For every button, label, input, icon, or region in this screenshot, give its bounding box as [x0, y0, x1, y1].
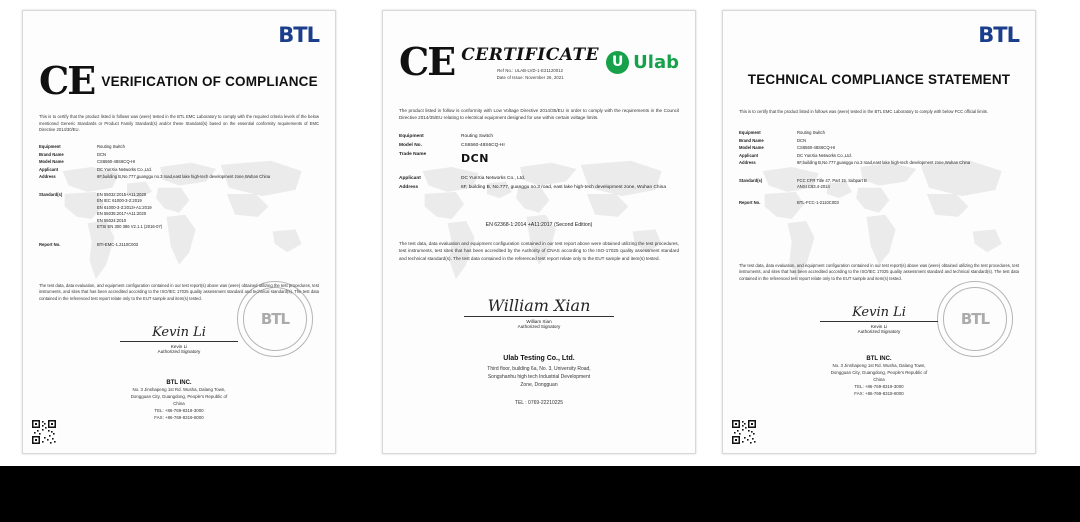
report-number: BTL-FCC-1-2110C003 [797, 199, 839, 205]
signature-mark: Kevin Li [152, 325, 206, 341]
field-value: DC YunXia Networks Co.,Ltd. [97, 166, 152, 172]
address-line: TEL: +86-769-8319-3000 [854, 384, 904, 390]
field-value: 6F,building B,No.777,guanggu no.3 road,east lake high-tech development zone,Wuhan China [97, 174, 271, 180]
certificate-document-ce-certificate[interactable] [382, 10, 696, 454]
equipment-details-table [39, 144, 319, 181]
field-label: Applicant [739, 152, 759, 158]
table-row [739, 159, 1019, 166]
standards-table [739, 177, 1019, 191]
signature-mark: William Xian [487, 295, 591, 315]
document-title: CERTIFICATE [461, 44, 600, 65]
address-line: China [873, 377, 885, 383]
field-label: Address [399, 184, 419, 190]
address-line: China [173, 401, 185, 407]
standard-item: EN 55024:2010 [97, 217, 127, 223]
table-row [399, 169, 679, 183]
field-label: Equipment [739, 130, 761, 136]
signer-name: Kevin Li [870, 324, 888, 330]
report-number: BTI-EMC-1.2110C003 [97, 241, 139, 247]
address-line: No. 3 Jinshapeng 1st Rd. Wusha, Dalang Town, [832, 363, 926, 369]
standards-label: Standard(s) [739, 177, 763, 183]
standards-label: Standard(s) [39, 191, 63, 197]
address-line: Third floor, building 6a, No. 3, University Road, [487, 365, 591, 372]
company-phone: TEL : 0769-22210225 [514, 399, 564, 406]
table-row [39, 151, 319, 158]
address-line: Zone, Dongguan [520, 381, 558, 388]
standard-item: ANSI C63.4-2014 [797, 184, 830, 190]
table-row [739, 199, 1019, 206]
intro-paragraph: The product listed in follow is conformity with Low Voltage Directive 2014/35/EU in order to comply with the requirements in the Council Directive 2014/35/EU relating to electrical equipment designed for use within certain voltage limits. [399, 108, 679, 121]
table-row [739, 144, 1019, 151]
dcn-logo: DCN [461, 152, 489, 166]
certificate-document-technical-compliance-statement[interactable] [722, 10, 1036, 454]
field-label: Brand Name [39, 151, 64, 157]
report-label: Report No. [739, 199, 761, 205]
equipment-details-table [739, 130, 1019, 167]
field-label: Model No. [399, 142, 422, 148]
company-name: BTL INC. [866, 356, 892, 363]
signer-role: Authorized Signatory [517, 323, 561, 329]
field-label: Model Name [39, 159, 64, 165]
equipment-details-table [399, 132, 679, 192]
signer-name: William Xian [526, 318, 552, 324]
field-value: DCN [797, 137, 807, 143]
date-value: November 26, 2021 [525, 74, 564, 80]
field-label: Applicant [39, 166, 59, 172]
standard-item: ETSI EN 300 386 V2.1.1 (2016-07) [97, 224, 163, 230]
field-value: CS6560-48S6CQ-HI [797, 145, 836, 151]
ulab-mark-icon: U [606, 51, 629, 74]
field-value: Routing Switch [797, 130, 825, 136]
table-row [39, 158, 319, 165]
table-row [399, 150, 679, 169]
certificate-document-verification-of-compliance[interactable] [22, 10, 336, 454]
btl-logo: BTL [278, 23, 319, 47]
field-value: 6F,building B,No.777,guanggu no.3 road,east lake high-tech development zone,Wuhan China [797, 160, 971, 166]
disclaimer-paragraph: The test data, data evaluation and equipment configuration contained in our test report above were obtained utilizing the test procedures, test instruments, test sites that has been accredited by the Authority of CNAS according to the ISO-17025 quality assessment standard and technical standard(s). The test data contained in the referenced test report relate only to the EUT sample and item(s) tested. [399, 240, 679, 261]
table-row [739, 152, 1019, 159]
address-line: Songshanhu high tech Industrial Development [487, 373, 591, 380]
field-label: Address [739, 160, 756, 166]
field-label: Address [39, 174, 56, 180]
ref-no-line: Ref No.: ULAB-LVD-1-E21120012 [497, 67, 564, 73]
standard-item: EN 55035:2017+A11:2020 [97, 211, 147, 217]
address-line: TEL: +86-769-8319-3000 [154, 408, 204, 414]
signer-role: Authorized Signatory [157, 349, 201, 355]
signer-role: Authorized Signatory [857, 329, 901, 335]
ulab-logo [606, 51, 679, 74]
company-address [39, 386, 319, 421]
field-value: 6F, building B, No.777, guanggu no.3 road, east lake high-tech development zone, Wuhan China [461, 184, 666, 190]
date-of-issue-line: Date of Issue: November 26, 2021 [496, 74, 564, 80]
seal-text: BTL [960, 310, 990, 328]
signature-rule [464, 316, 614, 317]
address-line: Dongguan City, Guangdong, People's Republic of [830, 370, 928, 376]
table-row [399, 183, 679, 192]
field-value: DC YunXia Networks Co.,Ltd. [797, 152, 852, 158]
field-value: Routing Switch [461, 133, 493, 139]
signature-mark: Kevin Li [852, 305, 906, 321]
table-row [399, 132, 679, 141]
table-row [39, 166, 319, 173]
ulab-wordmark: Ulab [633, 51, 679, 73]
signature-rule [120, 341, 238, 342]
ce-mark: CE [39, 58, 95, 103]
address-line: Dongguan City, Guangdong, People's Republic of [130, 394, 228, 400]
field-value: CS6560-48S6CQ-HI [461, 142, 505, 148]
table-row [39, 144, 319, 151]
signer-name: Kevin Li [170, 344, 188, 350]
btl-logo: BTL [978, 23, 1019, 47]
signature-rule [820, 321, 938, 322]
company-address [399, 365, 679, 389]
document-title: TECHNICAL COMPLIANCE STATEMENT [747, 72, 1011, 87]
address-line: FAX: +86-769-8319-8000 [154, 415, 204, 421]
table-row [739, 137, 1019, 144]
field-value: DC YunXia Networks Co., Ltd. [461, 175, 526, 181]
document-title: VERIFICATION OF COMPLIANCE [101, 73, 318, 89]
field-label: Model Name [739, 145, 764, 151]
field-label: Trade Name [399, 152, 427, 158]
ref-no-value: ULAB-LVD-1-E21120012 [514, 67, 564, 73]
field-label: Applicant [399, 175, 421, 181]
report-label: Report No. [39, 241, 61, 247]
standard-reference: EN 62368-1:2014 +A11:2017 (Second Edition) [485, 221, 593, 228]
ce-mark: CE [399, 39, 455, 84]
standard-item: EN 61000-3-3:2013+A1:2019 [97, 204, 152, 210]
ref-no-label: Ref No. [497, 67, 513, 73]
company-address [739, 362, 1019, 397]
disclaimer-paragraph: The test data, data evaluation, and equipment configuration contained in our test report(s) above was (were) obtained utilizing the test procedures, test instruments, and sites that has been accredited according to the ISO/IEC 17025 quality assessment standard and technical standard(s). The test data contained in the referenced test report relate only to the EUT sample and item(s) tested. [739, 262, 1019, 281]
field-value: CS6560-48S6CQ-HI [97, 159, 136, 165]
seal-text: BTL [260, 310, 290, 328]
table-row [739, 130, 1019, 137]
standards-table [39, 191, 319, 231]
table-row [39, 241, 319, 248]
company-name: Ulab Testing Co., Ltd. [503, 354, 575, 362]
intro-paragraph: This is to certify that the product listed in follows was (were) tested in the BTL EMC Laboratory to comply with below FCC official limits. [739, 109, 989, 114]
field-value: Routing Switch [97, 144, 125, 150]
bottom-black-bar [0, 466, 1080, 522]
table-row [739, 177, 1019, 191]
report-number-table [739, 199, 1019, 206]
disclaimer-paragraph: The test data, data evaluation, and equipment configuration contained in our test report(s) above was (were) obtained utilizing the test procedures, test instruments, and sites that has been accredited according to the ISO/IEC 17025 quality assessment standard and technical standard(s). The test data contained in the referenced test report relate only to the EUT sample and item(s) tested. [39, 282, 319, 301]
field-label: Equipment [39, 144, 61, 150]
table-row [399, 141, 679, 150]
report-number-table [39, 241, 319, 248]
date-label: Date of Issue [496, 74, 523, 80]
table-row [39, 173, 319, 180]
address-line: FAX: +86-769-8319-8000 [854, 391, 904, 397]
table-row [39, 191, 319, 231]
company-name: BTL INC. [166, 380, 192, 387]
field-label: Brand Name [739, 137, 764, 143]
standard-item: EN 55032:2015+A11:2020 [97, 191, 147, 197]
address-line: No. 3 Jinshapeng 1st Rd. Wusha, Dalang Town, [132, 387, 226, 393]
intro-paragraph: This is to certify that the product listed in follows was (were) tested in the BTL EMC Laboratory to comply with the required criteria levels of the below mentioned Generic Standards or Product Family Standard(s) and/or these Standard(s) based on the essential conformity requirements of EMC Directive 2014/30/EU. [39, 114, 319, 132]
standard-item: FCC CFR Title 47, Part 15, Subpart B [797, 177, 867, 183]
standard-item: EN IEC 61000-3-2:2019 [97, 198, 142, 204]
field-label: Equipment [399, 133, 424, 139]
field-value: DCN [97, 151, 107, 157]
